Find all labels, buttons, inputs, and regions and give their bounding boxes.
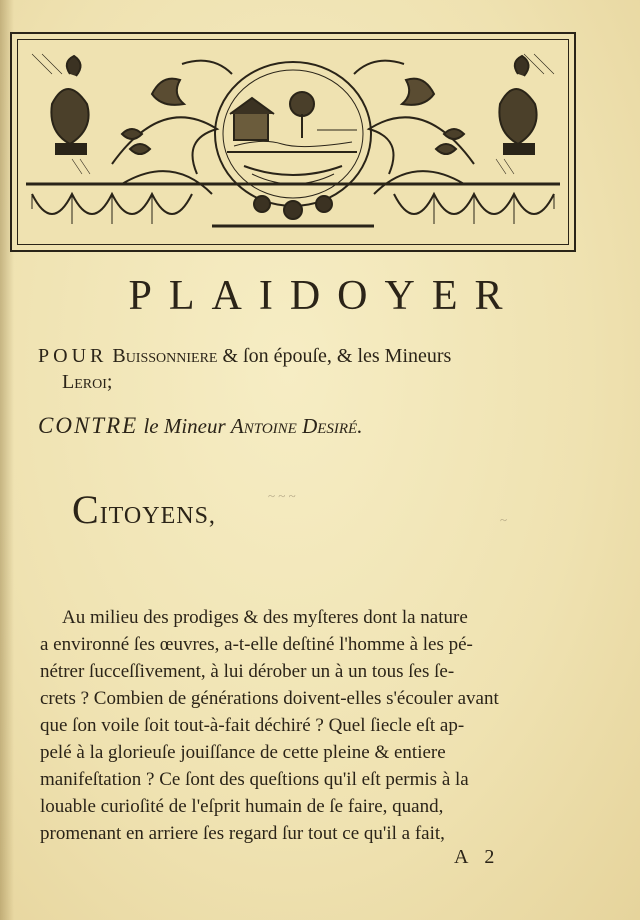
body-paragraph — [40, 604, 554, 847]
salutation-rest: ITOYENS, — [99, 503, 216, 529]
body-line: manifeſtation ? Ce ſont des queſtions qu'il eſt permis à la — [40, 769, 469, 790]
salutation-initial: C — [72, 487, 100, 532]
bleed-through-mark: ~ — [500, 512, 508, 527]
signature-mark: A 2 — [454, 846, 501, 868]
body-line: louable curioſité de l'eſprit humain de ſe faire, quand, — [40, 796, 444, 817]
body-line: que ſon voile ſoit tout-à-fait déchiré ? Quel ſiecle eſt ap- — [40, 715, 465, 736]
body-line: nétrer ſucceſſivement, à lui dérober un à un tous ſes ſe- — [40, 661, 455, 682]
contre-word: CONTRE — [38, 413, 139, 438]
salutation — [72, 486, 216, 533]
page-title: PLAIDOYER — [128, 273, 520, 319]
contre-name: Antoine Desiré. — [230, 414, 363, 438]
headpiece-illustration-icon — [12, 34, 574, 250]
body-line: pelé à la glorieuſe jouiſſance de cette pleine & entiere — [40, 742, 446, 763]
contre-line — [38, 414, 578, 438]
subtitle-line-1 — [38, 344, 578, 368]
contre-le: le Mineur — [138, 414, 231, 438]
body-line: promenant en arriere ſes regard ſur tout ce qu'il a fait, — [40, 823, 445, 844]
body-line: a environné ſes œuvres, a-t-elle deſtiné l'homme à les pé- — [40, 634, 473, 655]
subtitle-line-2: Leroi; — [62, 371, 113, 393]
body-line: Au milieu des prodiges & des myſteres dont la nature — [62, 607, 468, 628]
subtitle-name: Buissonniere — [112, 345, 218, 367]
subtitle-lead: POUR — [38, 345, 108, 367]
subtitle-rest: & ſon épouſe, & les Mineurs — [217, 345, 452, 367]
bleed-through-mark: ~ ~ ~ — [268, 488, 296, 503]
ornamental-headpiece — [10, 32, 576, 252]
body-line: crets ? Combien de générations doivent-elles s'écouler avant — [40, 688, 499, 709]
